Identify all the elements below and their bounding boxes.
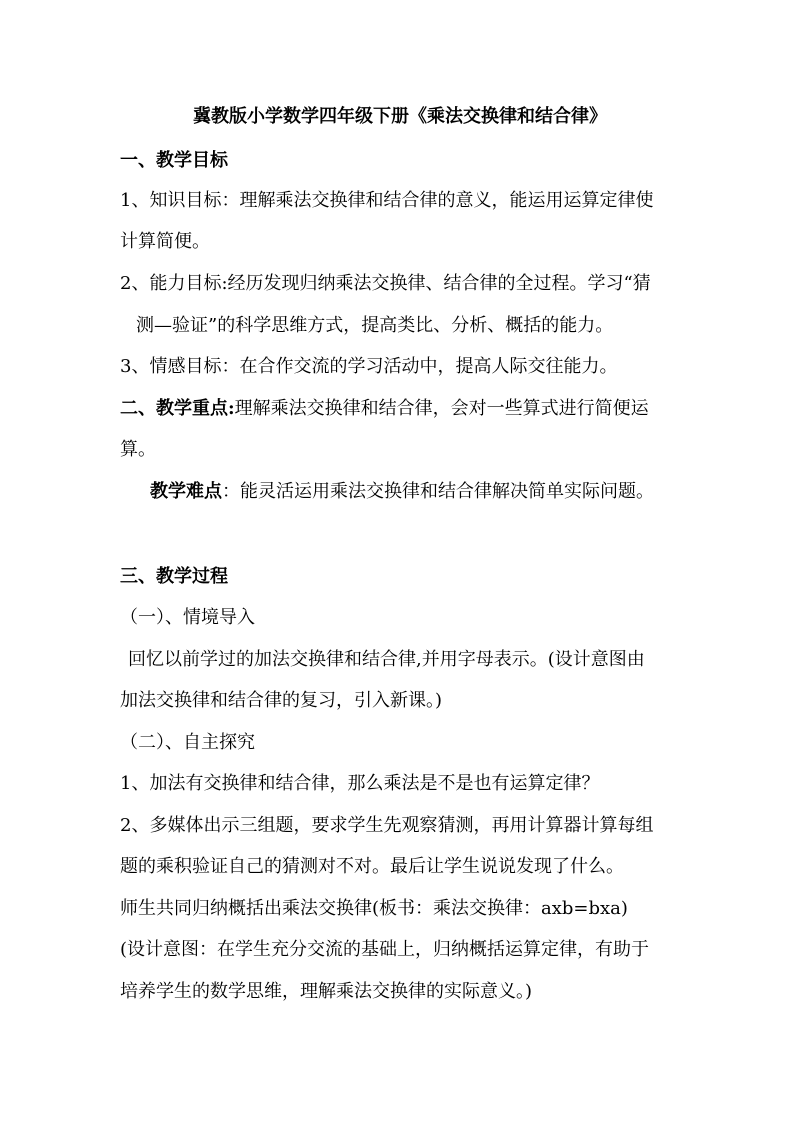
process-design-line2: 培养学生的数学思维，理解乘法交换律的实际意义。): [120, 981, 533, 1002]
difficulty-label: 教学难点: [150, 481, 222, 502]
difficulty-separator: ：: [222, 481, 240, 502]
objectives-heading: 一、教学目标: [120, 150, 228, 171]
objective-emotion: 3、情感目标：在合作交流的学习活动中，提高人际交往能力。: [120, 356, 618, 377]
process-part1-line2: 加法交换律和结合律的复习，引入新课。): [120, 690, 443, 711]
key-points-label: 二、教学重点:: [120, 398, 235, 419]
difficulty-line: [150, 481, 654, 503]
process-step1: 1、加法有交换律和结合律，那么乘法是不是也有运算定律？: [120, 773, 600, 794]
objective-knowledge-line1: 1、知识目标：理解乘法交换律和结合律的意义，能运用运算定律使: [120, 190, 654, 211]
process-part1-heading: （一）、情境导入: [120, 607, 255, 628]
process-step2-line1: 2、多媒体出示三组题，要求学生先观察猜测，再用计算器计算每组: [120, 815, 654, 836]
key-points-text: 理解乘法交换律和结合律，会对一些算式进行简便运: [234, 398, 649, 419]
document-title: 冀教版小学数学四年级下册《乘法交换律和结合律》: [193, 106, 607, 127]
process-part1-line1: 回忆以前学过的加法交换律和结合律,并用字母表示。(设计意图由: [128, 649, 645, 670]
key-points-line2: 算。: [120, 439, 156, 460]
process-heading: 三、教学过程: [120, 566, 228, 587]
difficulty-text: 能灵活运用乘法交换律和结合律解决简单实际问题。: [240, 481, 654, 502]
process-summary: 师生共同归纳概括出乘法交换律(板书：乘法交换律：axb=bxa): [120, 898, 628, 919]
objective-ability-line2: 测—验证”的科学思维方式，提高类比、分析、概括的能力。: [136, 315, 614, 336]
process-design-line1: (设计意图：在学生充分交流的基础上，归纳概括运算定律，有助于: [120, 939, 650, 960]
objective-knowledge-line2: 计算简便。: [120, 231, 210, 252]
key-points-line1: [120, 398, 649, 420]
process-part2-heading: （二）、自主探究: [120, 732, 255, 753]
process-step2-line2: 题的乘积验证自己的猜测对不对。最后让学生说说发现了什么。: [120, 856, 624, 877]
objective-ability-line1: 2、能力目标:经历发现归纳乘法交换律、结合律的全过程。学习“猜: [120, 273, 651, 294]
